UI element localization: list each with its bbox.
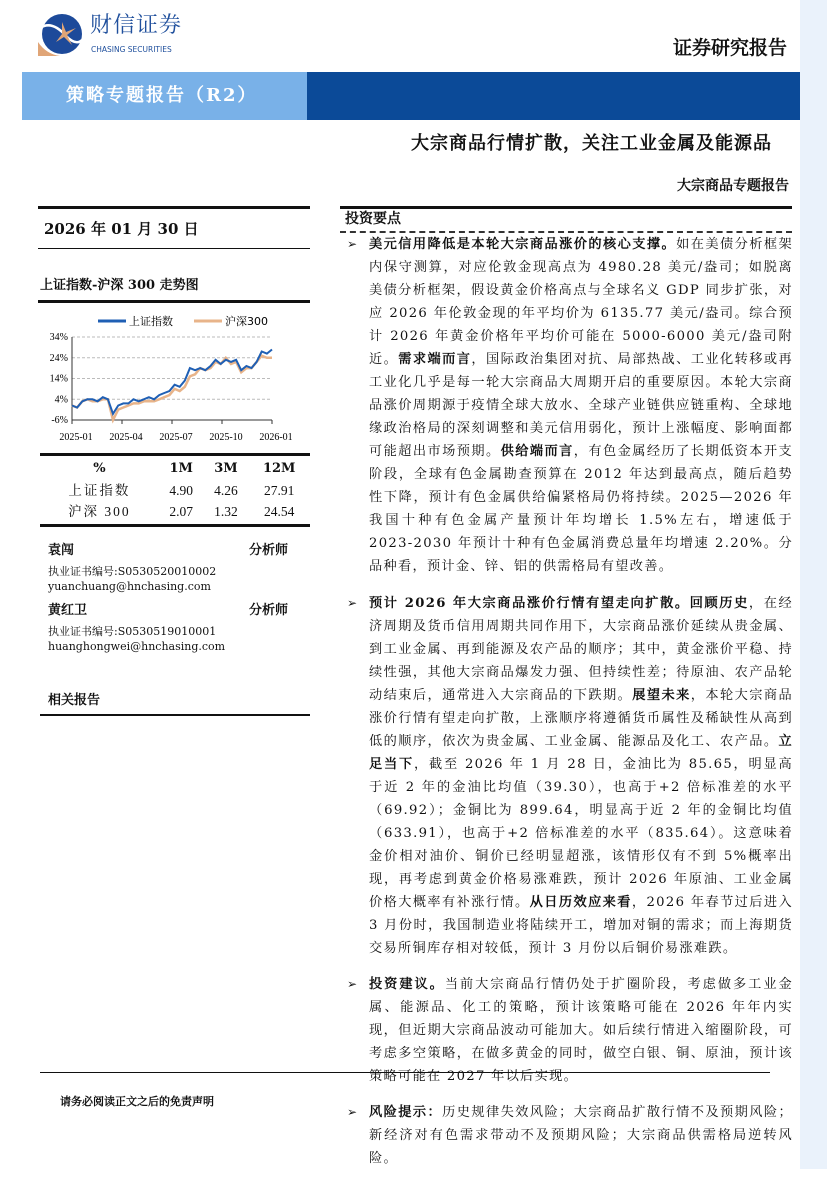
analyst-email[interactable]: yuanchuang@hnchasing.com xyxy=(48,580,211,593)
table-row xyxy=(40,501,310,522)
inline-emphasis: 需求端而言 xyxy=(398,352,472,367)
section-title: 投资要点 xyxy=(345,211,401,227)
analyst-list xyxy=(48,542,288,662)
x-tick-label: 2025-04 xyxy=(109,432,143,443)
analyst-name: 黄红卫 xyxy=(48,603,88,618)
arrow-bullet-icon: ➢ xyxy=(347,1105,358,1119)
table-header-cell: 12M xyxy=(262,461,296,476)
y-tick-label: 24% xyxy=(49,352,68,364)
inline-emphasis: 从日历效应来看 xyxy=(529,895,632,910)
chart-title: 上证指数-沪深 300 走势图 xyxy=(40,278,199,293)
legend-label: 沪深300 xyxy=(225,315,268,328)
key-point-heading: 美元信用降低是本轮大宗商品涨价的核心支撑。 xyxy=(369,237,677,252)
y-tick-label: -6% xyxy=(51,415,68,426)
divider xyxy=(38,206,310,209)
related-reports-heading: 相关报告 xyxy=(48,693,101,708)
inline-emphasis: 供给端而言 xyxy=(500,444,574,459)
series-line-0 xyxy=(72,350,272,414)
y-tick-label: 4% xyxy=(54,394,68,406)
y-tick-label: 34% xyxy=(49,332,68,343)
table-cell: 1.32 xyxy=(214,503,238,519)
key-point-heading: 风险提示： xyxy=(369,1105,443,1120)
key-point-text: ，有色金属经历了长期低资本开支阶段，全球有色金属勘查预算在 2012 年达到最高点，随后趋势性下降，预计有色金属供给偏紧格局仍将持续。2025—2026 年我国十种有色金属产量预计年均增长 1.5%左右，增速低于 2023-2030 年预计十种有色金属消费总量年均增速 2.20%。分品种看，预计金、锌、铝的供需格局有望改善。 xyxy=(369,444,794,574)
divider xyxy=(340,206,792,209)
x-tick-label: 2025-01 xyxy=(59,432,93,443)
table-header-cell: 3M xyxy=(214,461,238,476)
key-point-text: ，在经济周期及货币信用周期共同作用下，大宗商品涨价延续从贵金属、到工业金属、再到能源及农产品的顺序；其中，黄金涨价平稳、持续性强，其他大宗商品爆发力强、但持续性差；待原油、农产品轮动结束后，通常进入大宗商品的下跌期。 xyxy=(369,596,793,703)
report-date: 2026 年 01 月 30 日 xyxy=(44,220,199,238)
divider xyxy=(40,714,310,716)
table-header-cell: 1M xyxy=(169,461,193,476)
disclaimer-note: 请务必阅读正文之后的免责声明 xyxy=(60,1095,214,1108)
inline-emphasis: 展望未来 xyxy=(632,688,691,703)
x-tick-label: 2025-07 xyxy=(159,432,193,443)
inline-emphasis: 回顾历史 xyxy=(689,596,749,611)
table-cell: 4.90 xyxy=(169,482,193,498)
analyst-card xyxy=(48,602,288,654)
key-point-text: 如在美债分析框架内保守测算，对应伦敦金现高点为 4980.28 美元/盎司；如脱离美债分析框架，假设黄金价格高点与全球名义 GDP 同步扩张，对应 2026 年伦敦金现的年平均价为 6135.77 美元/盎司。综合预计 2026 年黄金价格年平均价可能在 5000-6000 美元/盎司附近。 xyxy=(369,237,793,367)
logo-text: 财信证券 xyxy=(90,13,183,38)
key-point-text: ，国际政治集团对抗、局部热战、工业化转移或再工业化几乎是每一轮大宗商品大周期开启的重要原因。本轮大宗商品涨价周期源于疫情全球大放水、全球产业链供应链重构、全球地缘政治格局的深刻调整和美元信用弱化，预计上涨幅度、影响面都可能超出市场预期。 xyxy=(369,352,793,459)
company-logo-icon xyxy=(36,12,86,60)
key-point-text: ，截至 2026 年 1 月 28 日，金油比为 85.65，明显高于近 2 年的金油比均值（39.30），也高于+2 倍标准差的水平（69.92）；金铜比为 899.64，明显高于近 2 年的金铜比均值（633.91），也高于+2 倍标准差的水平（835.64）。这意味着金价相对油价、铜价已经明显超涨，该情形仅有不到 5%概率出现，再考虑到黄金价格易涨难跌，预计 2026 年原油、工业金属价格大概率有补涨行情。 xyxy=(369,757,794,910)
analyst-role: 分析师 xyxy=(248,603,288,618)
report-title: 大宗商品行情扩散，关注工业金属及能源品 xyxy=(411,133,772,154)
analyst-card xyxy=(48,542,288,594)
key-point-text: ，2026 年春节过后进入 3 月份时，我国制造业将陆续开工，增加对铜的需求；而上海期货交易所铜库存相对较低，预计 3 月份以后铜价易涨难跌。 xyxy=(369,895,793,956)
inline-emphasis: 立足当下 xyxy=(369,734,793,772)
banner-fill xyxy=(307,72,800,120)
analyst-name: 袁闯 xyxy=(48,543,75,558)
x-tick-label: 2026-01 xyxy=(259,432,293,443)
table-cell: 24.54 xyxy=(263,503,295,519)
key-point xyxy=(347,592,793,960)
arrow-bullet-icon: ➢ xyxy=(347,596,358,610)
table-cell: 4.26 xyxy=(214,482,238,498)
divider xyxy=(40,524,310,527)
analyst-email[interactable]: huanghongwei@hnchasing.com xyxy=(48,640,226,653)
analyst-role: 分析师 xyxy=(248,543,288,558)
key-point xyxy=(347,233,793,578)
arrow-bullet-icon: ➢ xyxy=(347,977,358,991)
logo-subtext: CHASING SECURITIES xyxy=(91,45,172,54)
key-point-text: ，本轮大宗商品涨价行情有望走向扩散，上涨顺序将遵循货币属性及稀缺性从高到低的顺序，依次为贵金属、工业金属、能源品及化工、农产品。 xyxy=(369,688,793,749)
report-category-banner: 策略专题报告（R2） xyxy=(22,72,307,120)
divider xyxy=(40,453,310,456)
table-header-cell: % xyxy=(93,461,106,476)
table-cell: 沪深 300 xyxy=(68,503,131,519)
report-subtitle: 大宗商品专题报告 xyxy=(677,178,789,194)
key-point-text: 当前大宗商品行情仍处于扩圈阶段，考虑做多工业金属、能源品、化工的策略，预计该策略可能在 2026 年年内实现，但近期大宗商品波动可能加大。如后续行情进入缩圈阶段，可考虑多空策略，在做多黄金的同时，做空白银、铜、原油，预计该策略可能在 2027 年以后实现。 xyxy=(369,977,794,1084)
analyst-cert: 执业证书编号:S0530520010002 xyxy=(48,565,217,578)
arrow-bullet-icon: ➢ xyxy=(347,237,358,251)
analyst-cert: 执业证书编号:S0530519010001 xyxy=(48,625,217,638)
table-cell: 27.91 xyxy=(263,482,295,498)
page-edge-stripe xyxy=(800,0,827,1169)
performance-table xyxy=(40,458,310,522)
key-points xyxy=(347,233,793,1183)
divider xyxy=(38,300,310,303)
report-type: 证券研究报告 xyxy=(672,37,787,59)
table-cell: 上证指数 xyxy=(68,482,131,498)
table-row xyxy=(40,480,310,501)
table-cell: 2.07 xyxy=(169,503,193,519)
index-trend-chart xyxy=(30,305,310,450)
key-point xyxy=(347,973,793,1088)
footer-divider xyxy=(40,1072,770,1073)
key-point-heading: 投资建议。 xyxy=(369,977,445,992)
divider xyxy=(38,248,310,249)
y-tick-label: 14% xyxy=(49,373,68,385)
key-point-text: 历史规律失效风险；大宗商品扩散行情不及预期风险；新经济对有色需求带动不及预期风险；大宗商品供需格局逆转风险。 xyxy=(369,1105,794,1166)
table-header-row xyxy=(40,458,310,480)
key-point-heading: 预计 2026 年大宗商品涨价行情有望走向扩散。 xyxy=(369,596,690,611)
legend-label: 上证指数 xyxy=(129,315,173,328)
key-point xyxy=(347,1101,793,1170)
x-tick-label: 2025-10 xyxy=(209,432,243,443)
